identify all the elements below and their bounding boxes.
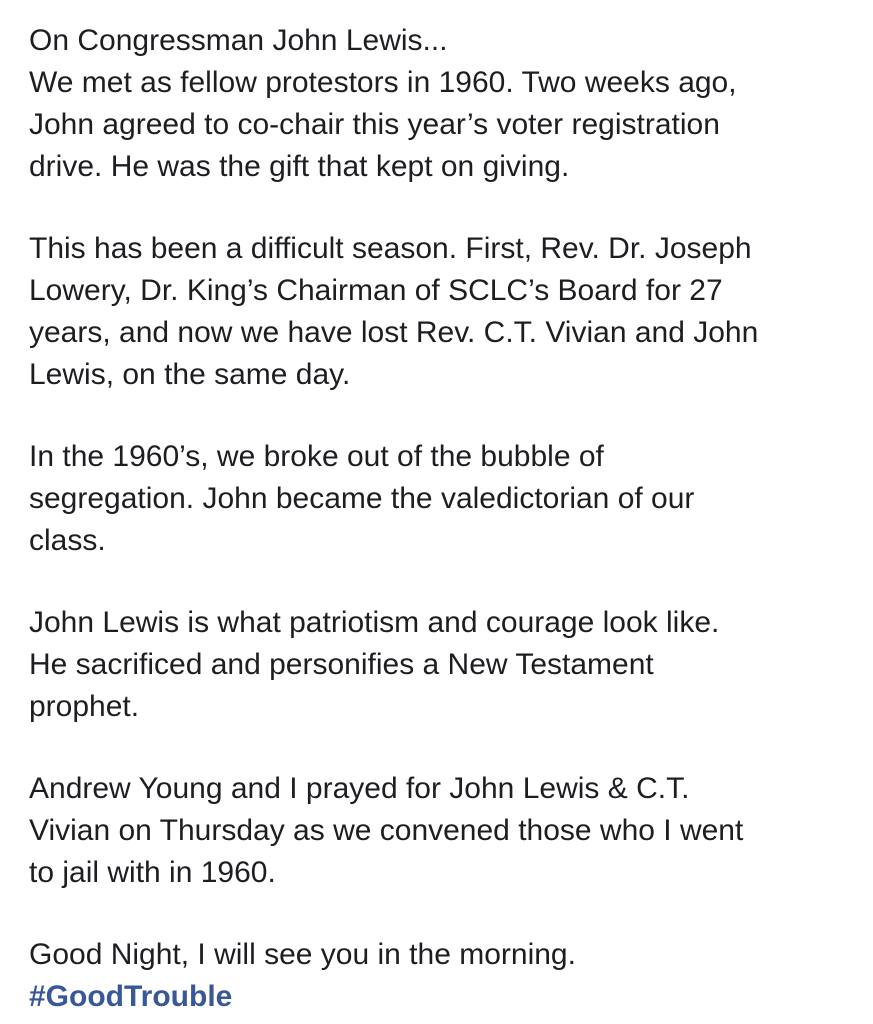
paragraph-spacer <box>29 188 859 228</box>
text-line: John agreed to co-chair this year’s voter registration <box>29 108 720 141</box>
paragraph-spacer <box>29 396 859 436</box>
text-line: Good Night, I will see you in the morning. <box>29 938 576 971</box>
text-line: In the 1960’s, we broke out of the bubble of <box>29 440 604 473</box>
text-line: John Lewis is what patriotism and courage look like. <box>29 606 720 639</box>
paragraph-6 <box>29 934 859 1018</box>
text-line: On Congressman John Lewis... <box>29 24 448 57</box>
text-line: Vivian on Thursday as we convened those who I went <box>29 814 744 847</box>
post-body <box>29 20 859 1018</box>
text-line: He sacrificed and personifies a New Testament <box>29 648 654 681</box>
text-line: drive. He was the gift that kept on giving. <box>29 150 570 183</box>
paragraph-spacer <box>29 562 859 602</box>
text-line: segregation. John became the valedictorian of our <box>29 482 695 515</box>
text-line: Lewis, on the same day. <box>29 358 351 391</box>
text-line: This has been a difficult season. First, Rev. Dr. Joseph <box>29 232 752 265</box>
text-line: Andrew Young and I prayed for John Lewis & C.T. <box>29 772 690 805</box>
paragraph-spacer <box>29 894 859 934</box>
text-line: to jail with in 1960. <box>29 856 276 889</box>
paragraph-5 <box>29 768 859 894</box>
text-line: We met as fellow protestors in 1960. Two weeks ago, <box>29 66 737 99</box>
hashtag-link[interactable]: #GoodTrouble <box>29 980 233 1013</box>
text-line: prophet. <box>29 690 140 723</box>
paragraph-3 <box>29 436 859 562</box>
text-line: class. <box>29 524 106 557</box>
paragraph-4 <box>29 602 859 728</box>
paragraph-spacer <box>29 728 859 768</box>
paragraph-2 <box>29 228 859 396</box>
text-line: Lowery, Dr. King’s Chairman of SCLC’s Board for 27 <box>29 274 723 307</box>
paragraph-1 <box>29 20 859 188</box>
text-line: years, and now we have lost Rev. C.T. Vivian and John <box>29 316 759 349</box>
